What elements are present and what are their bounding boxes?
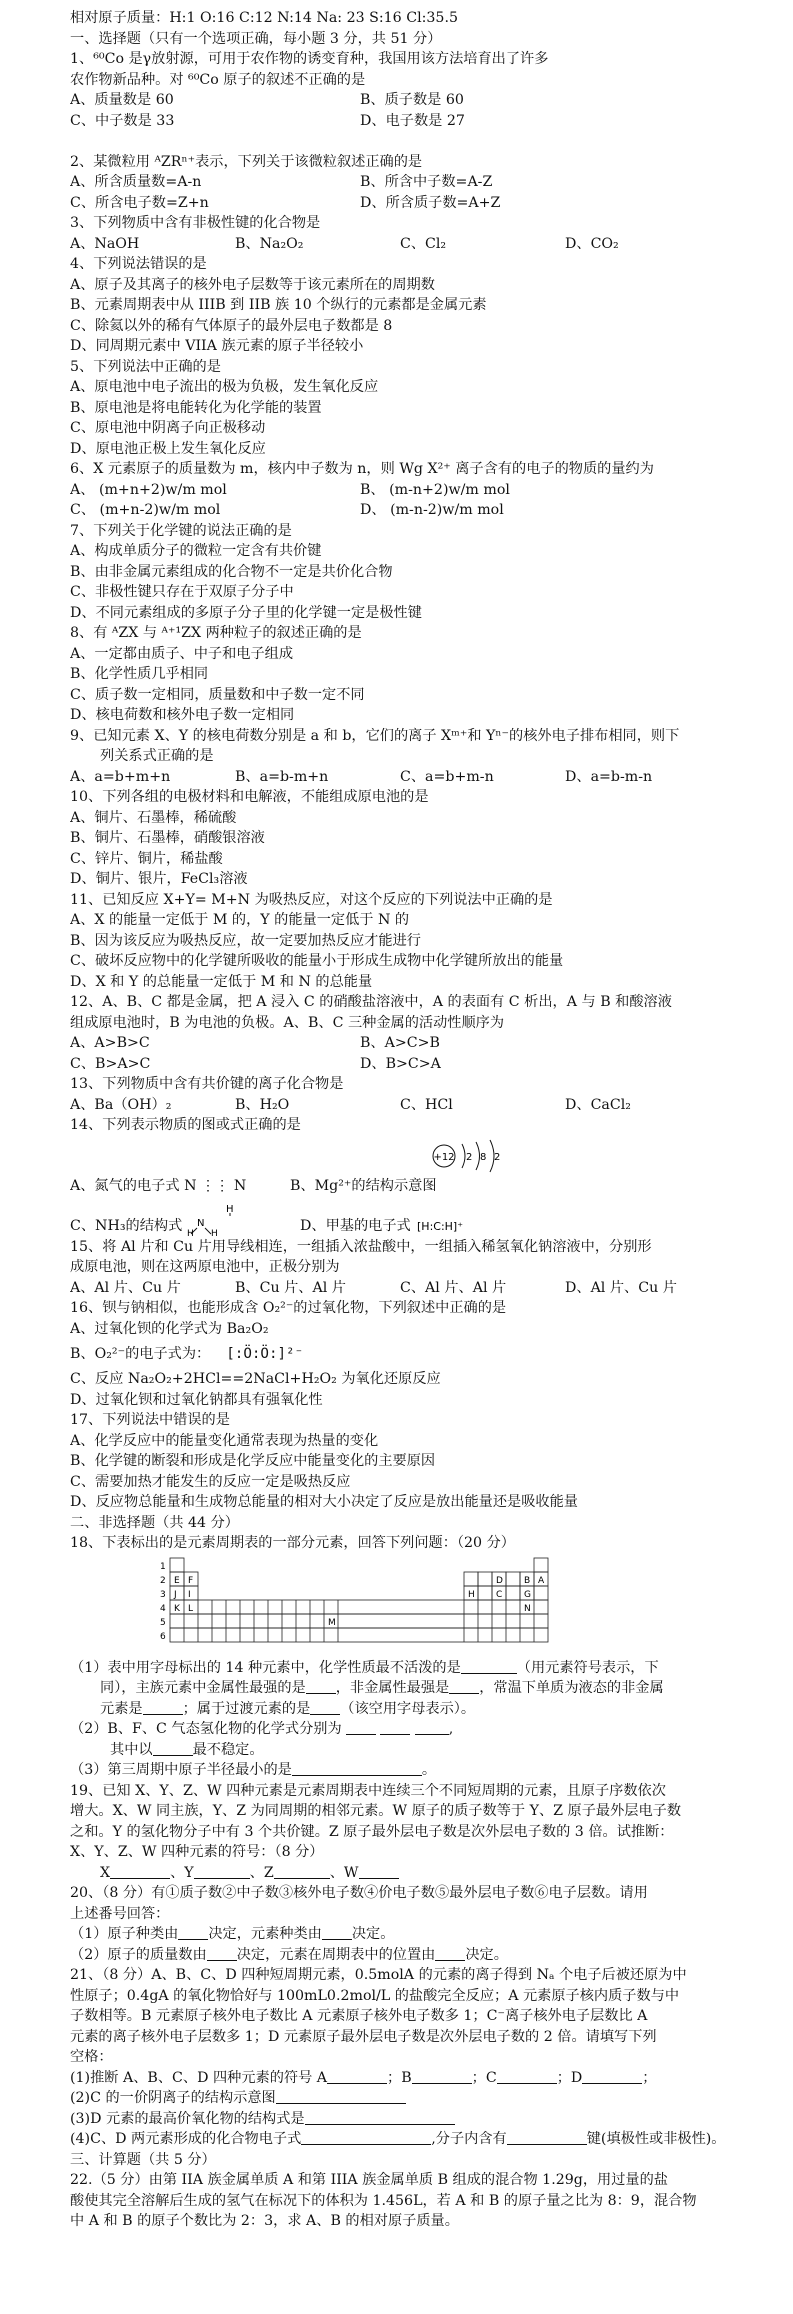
q5-option-a: A、原电池中电子流出的极为负极，发生氧化反应 [70, 379, 379, 395]
q21-stem-5: 空格： [70, 2049, 113, 2065]
q1-stem: 1、⁶⁰Co 是γ放射源，可用于农作物的诱变育种，我国用该方法培育出了许多 [70, 51, 549, 67]
q9-option-b: B、a=b-m+n [235, 768, 329, 785]
q3-options [70, 234, 793, 255]
q17-stem: 17、下列说法中错误的是 [70, 1412, 230, 1428]
svg-text:[H:C:H]⁺: [H:C:H]⁺ [417, 1220, 464, 1233]
q18-sub1-line2: 同），主族元素中金属性最强的是 ，非金属性最强是 ，常温下单质为液态的非金属 [100, 1680, 664, 1696]
q6-option-c: C、 (m+n-2)w/m mol [70, 502, 221, 518]
q2-stem: 2、某微粒用 ᴬZRⁿ⁺表示，下列关于该微粒叙述正确的是 [70, 153, 423, 170]
answer-blank[interactable] [322, 1925, 352, 1940]
pt-row-1: 1 [160, 1561, 166, 1572]
q4-option-d: D、同周期元素中 VIIA 族元素的原子半径较小 [70, 338, 364, 354]
q6-option-b: B、 (m-n+2)w/m mol [360, 481, 510, 498]
nh3-structure-top [210, 1200, 250, 1216]
answer-blank[interactable] [306, 1679, 336, 1694]
answer-blank[interactable] [415, 1720, 449, 1735]
q6-options-cd [70, 500, 793, 521]
q2-option-c: C、所含电子数=Z+n [70, 194, 209, 211]
q11-option-c: C、破坏反应物中的化学键所吸收的能量小于形成生成物中化学键所放出的能量 [70, 953, 564, 969]
answer-blank[interactable] [310, 1700, 340, 1715]
q20-stem-2: 上述番号回答： [70, 1905, 170, 1922]
q21-stem-2: 性原子；0.4gA 的氧化物恰好与 100mL0.2mol/L 的盐酸完全反应；A 元素原子核内质子数与中 [70, 1987, 680, 2004]
q17-option-d: D、反应物总能量和生成物总能量的相对大小决定了反应是放出能量还是吸收能量 [70, 1494, 578, 1510]
svg-text:N: N [196, 1218, 205, 1229]
pt-element-f: F [188, 1575, 194, 1586]
mg-nucleus-label: +12 [433, 1151, 455, 1163]
q13-options [70, 1095, 793, 1116]
q14-nh3-top [70, 1196, 793, 1216]
q2-options-cd [70, 193, 793, 214]
q19-stem-4: X、Y、Z、W 四种元素的符号：（8 分） [70, 1844, 324, 1860]
q14-option-b: B、Mg²⁺的结构示意图 [290, 1177, 437, 1194]
pt-element-j: J [174, 1589, 177, 1600]
pt-element-a: A [538, 1575, 545, 1586]
q16-stem: 16、钡与钠相似，也能形成含 O₂²⁻的过氧化物，下列叙述中正确的是 [70, 1300, 507, 1316]
periodic-table-grid [140, 1556, 580, 1656]
svg-text:H: H [210, 1229, 218, 1236]
answer-blank[interactable] [194, 1864, 250, 1879]
q17-option-c: C、需要加热才能发生的反应一定是吸热反应 [70, 1473, 351, 1490]
q19-answers: X 、Y 、Z 、W [70, 1863, 793, 1884]
answer-blank[interactable] [412, 2069, 472, 2084]
q1-option-a: A、质量数是 60 [70, 92, 174, 108]
q1-stem-cont: 农作物新品种。对 ⁶⁰Co 原子的叙述不正确的是 [70, 71, 366, 88]
pt-row-3: 3 [160, 1589, 166, 1600]
q21-sub3: (3)D 元素的最高价氧化物的结构式是 [70, 2109, 793, 2130]
q14-option-d: D、甲基的电子式 [H:C:H]⁺ [300, 1216, 475, 1237]
q13-option-d: D、CaCl₂ [565, 1096, 631, 1113]
q7-stem: 7、下列关于化学键的说法正确的是 [70, 522, 292, 539]
q21-sub4: (4)C、D 两元素形成的化合物电子式 ,分子内含有 键(填极性或非极性)。 [70, 2131, 726, 2147]
q11-option-d: D、X 和 Y 的总能量一定低于 M 和 N 的总能量 [70, 973, 373, 990]
q12-option-c: C、B>A>C [70, 1055, 151, 1072]
q4-option-b: B、元素周期表中从 IIIB 到 IIB 族 10 个纵行的元素都是金属元素 [70, 297, 487, 313]
q2-option-a: A、所含质量数=A-n [70, 174, 202, 190]
periodic-table-fragment [140, 1556, 793, 1656]
q19-stem-2: 增大。X、W 同主族，Y、Z 为同周期的相邻元素。W 原子的质子数等于 Y、Z 原子最外层电子数 [70, 1803, 682, 1819]
methyl-electron-diagram [415, 1216, 475, 1236]
q12-option-b: B、A>C>B [360, 1035, 440, 1051]
answer-blank[interactable] [461, 1659, 517, 1674]
answer-blank[interactable] [143, 1700, 183, 1715]
q10-option-b: B、铜片、石墨棒，硝酸银溶液 [70, 830, 265, 846]
q10-option-a: A、铜片、石墨棒，稀硫酸 [70, 809, 237, 826]
q9-option-a: A、a=b+m+n [70, 768, 171, 785]
svg-text:H: H [186, 1229, 194, 1236]
pt-element-d: D [496, 1575, 503, 1586]
q13-option-b: B、H₂O [235, 1096, 290, 1113]
q4-option-c: C、除氦以外的稀有气体原子的最外层电子数都是 8 [70, 317, 393, 334]
pt-row-4: 4 [160, 1603, 166, 1614]
answer-blank[interactable] [582, 2069, 642, 2084]
q15-option-d: D、Al 片、Cu 片 [565, 1279, 677, 1296]
q11-stem: 11、已知反应 X+Y= M+N 为吸热反应，对这个反应的下列说法中正确的是 [70, 891, 553, 908]
q7-option-c: C、非极性键只存在于双原子分子中 [70, 584, 294, 600]
pt-element-g: G [524, 1589, 531, 1600]
q5-option-d: D、原电池正极上发生氧化反应 [70, 440, 266, 457]
q19-stem-3: 之和。Y 的氢化物分子中有 3 个共价键。Z 原子最外层电子数是次外层电子数的 3 倍。试推断： [70, 1823, 674, 1840]
q1-options-ab [70, 90, 793, 111]
q20-sub2: （2）原子的质量数由 决定，元素在周期表中的位置由 决定。 [70, 1946, 508, 1963]
q9-option-d: D、a=b-m-n [565, 768, 653, 785]
answer-blank[interactable] [178, 1925, 208, 1940]
peroxide-electron-formula: [:Ö:Ö:]²⁻ [226, 1346, 304, 1362]
svg-text:2: 2 [466, 1151, 473, 1163]
q21-stem-3: 子数相等。B 元素原子核外电子数比 A 元素原子核外电子数多 1；C⁻离子核外电子层数比 A [70, 2008, 648, 2024]
answer-blank[interactable] [497, 2069, 557, 2084]
q9-stem: 9、已知元素 X、Y 的核电荷数分别是 a 和 b，它们的离子 Xᵐ⁺和 Yⁿ⁻的核外电子排布相同，则下 [70, 727, 680, 744]
nh3-structure-diagram [187, 1216, 247, 1236]
q16-option-a: A、过氧化钡的化学式为 Ba₂O₂ [70, 1320, 269, 1337]
q4-option-a: A、原子及其离子的核外电子层数等于该元素所在的周期数 [70, 276, 435, 293]
q14-option-a: A、氮气的电子式 N ⋮⋮ N [70, 1177, 247, 1194]
q21-stem-4: 元素的离子核外电子层数多 1；D 元素原子最外层电子数是次外层电子数的 2 倍。请填写下列 [70, 2028, 657, 2045]
q20-sub1: （1）原子种类由 决定，元素种类由 决定。 [70, 1926, 395, 1942]
q18-sub2-line1: （2）B、F、C 气态氢化物的化学式分别为 , [70, 1721, 454, 1737]
section-2-title: 二、非选择题（共 44 分） [70, 1514, 239, 1531]
q12-option-a: A、A>B>C [70, 1035, 150, 1051]
q10-stem: 10、下列各组的电极材料和电解液，不能组成原电池的是 [70, 789, 429, 805]
answer-blank[interactable] [346, 1720, 376, 1735]
pt-row-6: 6 [160, 1631, 166, 1642]
q3-option-d: D、CO₂ [565, 235, 619, 252]
answer-blank[interactable] [207, 1946, 237, 1961]
q9-option-c: C、a=b+m-n [400, 768, 494, 785]
q6-stem: 6、X 元素原子的质量数为 m，核内中子数为 n，则 Wg X²⁺ 离子含有的电子的物质的量约为 [70, 461, 654, 477]
answer-blank[interactable] [359, 1864, 399, 1879]
q2-options-ab [70, 172, 793, 193]
pt-element-m: M [328, 1617, 336, 1628]
q10-option-c: C、锌片、铜片，稀盐酸 [70, 850, 223, 867]
q6-option-d: D、 (m-n-2)w/m mol [360, 502, 504, 518]
q14-mg-diagram-row [70, 1136, 793, 1176]
q13-option-a: A、Ba（OH）₂ [70, 1096, 172, 1113]
q17-option-a: A、化学反应中的能量变化通常表现为热量的变化 [70, 1432, 379, 1449]
q14-options-cd [70, 1216, 793, 1237]
q19-stem: 19、已知 X、Y、Z、W 四种元素是元素周期表中连续三个不同短周期的元素，且原子序数依次 [70, 1782, 666, 1799]
answer-blank[interactable] [435, 1946, 465, 1961]
q22-line1: 22.（5 分）由第 IIA 族金属单质 A 和第 IIIA 族金属单质 B 组成的混合物 1.29g，用过量的盐 [70, 2172, 668, 2188]
q1-option-b: B、质子数是 60 [360, 92, 464, 108]
q12-option-d: D、B>C>A [360, 1055, 441, 1072]
q5-option-c: C、原电池中阴离子向正极移动 [70, 420, 266, 436]
answer-blank[interactable] [449, 1679, 479, 1694]
q4-stem: 4、下列说法错误的是 [70, 256, 207, 272]
q2-option-d: D、所含质子数=A+Z [360, 194, 501, 211]
answer-blank[interactable] [110, 1864, 170, 1879]
q16-option-d: D、过氧化钡和过氧化钠都具有强氧化性 [70, 1391, 323, 1408]
q1-option-c: C、中子数是 33 [70, 112, 175, 129]
q13-stem: 13、下列物质中含有共价键的离子化合物是 [70, 1076, 344, 1092]
answer-blank[interactable] [301, 2130, 431, 2145]
q10-option-d: D、铜片、银片，FeCl₃溶液 [70, 871, 248, 887]
answer-blank[interactable] [276, 2089, 406, 2104]
q12-options-ab [70, 1033, 793, 1054]
q15-stem: 15、将 Al 片和 Cu 片用导线相连，一组插入浓盐酸中，一组插入稀氢氧化钠溶液中，分别形 [70, 1238, 652, 1255]
q21-stem: 21、（8 分）A、B、C、D 四种短周期元素，0.5molA 的元素的离子得到 Nₐ 个电子后被还原为中 [70, 1967, 687, 1983]
q1-options-cd [70, 111, 793, 132]
q14-options-ab [70, 1176, 793, 1197]
q3-option-a: A、NaOH [70, 235, 140, 252]
q9-stem-cont: 列关系式正确的是 [100, 748, 214, 764]
q3-stem: 3、下列物质中含有非极性键的化合物是 [70, 215, 321, 231]
section-3-title: 三、计算题（共 5 分） [70, 2151, 216, 2168]
q8-option-d: D、核电荷数和核外电子数一定相同 [70, 707, 295, 723]
q3-option-b: B、Na₂O₂ [235, 235, 304, 252]
q7-option-b: B、由非金属元素组成的化合物不一定是共价化合物 [70, 563, 393, 580]
pt-element-n: N [524, 1603, 531, 1614]
q8-option-b: B、化学性质几乎相同 [70, 666, 209, 682]
q14-stem: 14、下列表示物质的图或式正确的是 [70, 1117, 301, 1133]
q15-options [70, 1278, 793, 1299]
atomic-mass-header: 相对原子质量：H:1 O:16 C:12 N:14 Na: 23 S:16 Cl:35.5 [70, 10, 458, 26]
pt-element-l: L [188, 1603, 194, 1614]
q12-options-cd [70, 1054, 793, 1075]
pt-element-k: K [174, 1603, 180, 1614]
q22-line3: 中 A 和 B 的原子个数比为 2：3，求 A、B 的相对原子质量。 [70, 2213, 459, 2229]
answer-blank[interactable] [507, 2130, 587, 2145]
q15-option-c: C、Al 片、Al 片 [400, 1279, 507, 1296]
q12-stem-cont: 组成原电池时，B 为电池的负极。A、B、C 三种金属的活动性顺序为 [70, 1014, 505, 1031]
q3-option-c: C、Cl₂ [400, 235, 447, 252]
pt-row-2: 2 [160, 1575, 166, 1586]
pt-element-e: E [174, 1575, 180, 1586]
pt-element-h: H [468, 1589, 475, 1600]
q16-option-c: C、反应 Na₂O₂+2HCl==2NaCl+H₂O₂ 为氧化还原反应 [70, 1371, 441, 1387]
svg-text:8: 8 [480, 1151, 487, 1163]
q5-stem: 5、下列说法中正确的是 [70, 358, 221, 375]
answer-blank[interactable] [153, 1741, 193, 1756]
q5-option-b: B、原电池是将电能转化为化学能的装置 [70, 399, 322, 416]
q12-stem: 12、A、B、C 都是金属，把 A 浸入 C 的硝酸盐溶液中，A 的表面有 C 析出，A 与 B 和酸溶液 [70, 994, 672, 1010]
q7-option-a: A、构成单质分子的微粒一定含有共价键 [70, 543, 322, 559]
pt-element-i: I [188, 1589, 191, 1600]
q9-options [70, 767, 793, 788]
q18-stem: 18、下表标出的是元素周期表的一部分元素，回答下列问题：（20 分） [70, 1535, 515, 1551]
q18-sub1-line3: 元素是 ；属于过渡元素的是 （该空用字母表示）。 [100, 1700, 476, 1717]
answer-blank[interactable] [327, 2069, 387, 2084]
q13-option-c: C、HCl [400, 1096, 453, 1113]
q11-option-b: B、因为该反应为吸热反应，故一定要加热反应才能进行 [70, 932, 421, 949]
q11-option-a: A、X 的能量一定低于 M 的，Y 的能量一定低于 N 的 [70, 912, 410, 928]
q18-sub3: （3）第三周期中原子半径最小的是 。 [70, 1762, 437, 1778]
q22-line2: 酸使其完全溶解后生成的氢气在标况下的体积为 1.456L，若 A 和 B 的原子量之比为 8：9，混合物 [70, 2192, 697, 2209]
q18-sub2-line2: 其中以 最不稳定。 [110, 1741, 264, 1758]
q16-option-b: B、O₂²⁻的电子式为： [:Ö:Ö:]²⁻ [70, 1346, 304, 1362]
q6-options-ab [70, 480, 793, 501]
q15-option-a: A、Al 片、Cu 片 [70, 1279, 181, 1296]
q15-stem-cont: 成原电池，则在这两原电池中，正极分别为 [70, 1259, 340, 1275]
svg-text:2: 2 [494, 1151, 501, 1163]
q8-option-c: C、质子数一定相同，质量数和中子数一定不同 [70, 686, 365, 703]
mg-ion-structure-diagram [430, 1138, 510, 1174]
q21-sub1: (1)推断 A、B、C、D 四种元素的符号 A ；B ；C ；D ； [70, 2069, 657, 2086]
q7-option-d: D、不同元素组成的多原子分子里的化学键一定是极性键 [70, 604, 422, 621]
svg-text:H: H [226, 1204, 234, 1215]
q8-stem: 8、有 ᴬZX 与 ᴬ⁺¹ZX 两种粒子的叙述正确的是 [70, 625, 362, 641]
q14-option-c: C、NH₃的结构式 N H H [70, 1216, 300, 1237]
answer-blank[interactable] [274, 1864, 330, 1879]
q20-stem: 20、（8 分）有①质子数②中子数③核外电子数④价电子数⑤最外层电子数⑥电子层数。请用 [70, 1885, 648, 1901]
q2-option-b: B、所含中子数=A-Z [360, 174, 493, 190]
answer-blank[interactable] [305, 2110, 455, 2125]
pt-element-b: B [524, 1575, 531, 1586]
section-1-title: 一、选择题（只有一个选项正确，每小题 3 分，共 51 分） [70, 30, 442, 47]
q15-option-b: B、Cu 片、Al 片 [235, 1279, 346, 1296]
q6-option-a: A、 (m+n+2)w/m mol [70, 481, 227, 498]
q18-sub1-line1: （1）表中用字母标出的 14 种元素中，化学性质最不活泼的是 （用元素符号表示，下 [70, 1659, 659, 1676]
answer-blank[interactable] [292, 1761, 422, 1776]
pt-element-c: C [496, 1589, 503, 1600]
answer-blank[interactable] [380, 1720, 410, 1735]
pt-row-5: 5 [160, 1617, 166, 1628]
q1-option-d: D、电子数是 27 [360, 112, 465, 129]
q21-sub2: (2)C 的一价阴离子的结构示意图 [70, 2088, 793, 2109]
q17-option-b: B、化学键的断裂和形成是化学反应中能量变化的主要原因 [70, 1453, 436, 1469]
q8-option-a: A、一定都由质子、中子和电子组成 [70, 645, 294, 662]
